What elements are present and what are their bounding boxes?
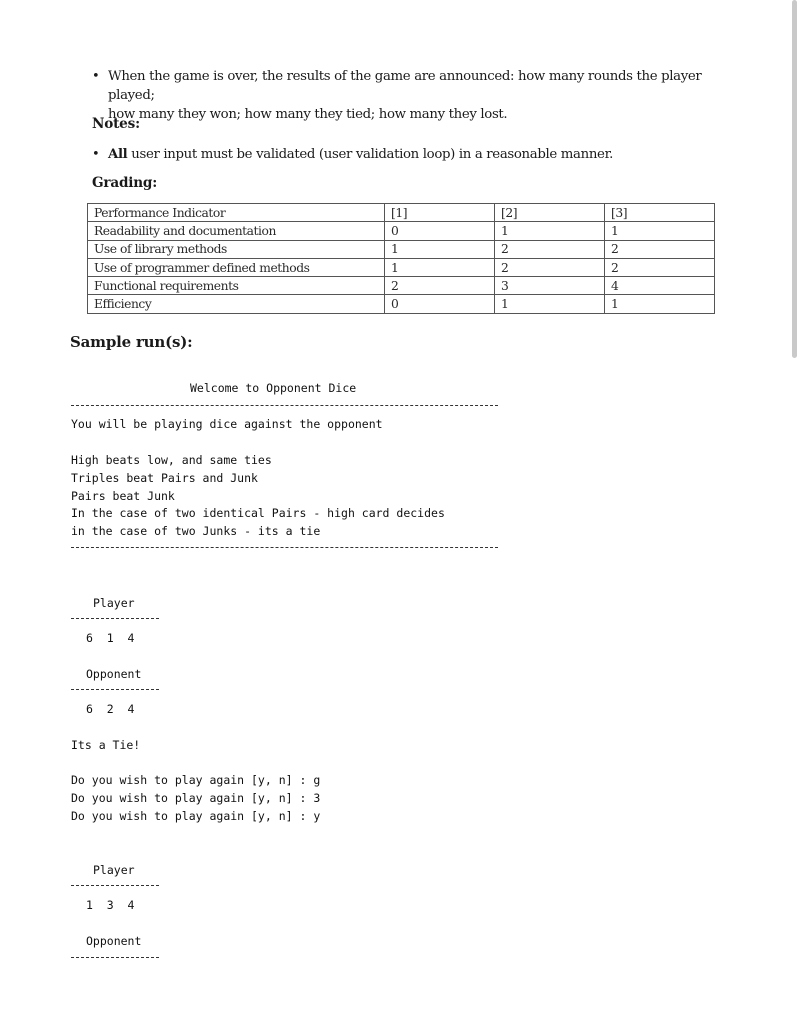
table-cell: 1 xyxy=(385,258,495,276)
table-cell: 2 xyxy=(495,240,605,258)
notes-heading: Notes: xyxy=(92,116,140,132)
bullet-dot: • xyxy=(92,69,100,84)
play-again-prompt: Do you wish to play again [y, n] : g xyxy=(71,773,321,787)
table-row xyxy=(88,222,715,240)
table-cell: 1 xyxy=(605,222,715,240)
table-cell: Use of library methods xyxy=(88,240,385,258)
player-dice: 6 1 4 xyxy=(86,631,135,645)
table-cell: 2 xyxy=(605,258,715,276)
table-row xyxy=(88,295,715,313)
player-label: Player xyxy=(93,596,135,610)
rules-line: You will be playing dice against the opponent xyxy=(71,417,383,431)
table-cell: Performance Indicator xyxy=(88,204,385,222)
table-row xyxy=(88,240,715,258)
notes-text: user input must be validated (user validation loop) in a reasonable manner. xyxy=(127,147,613,162)
table-cell: 2 xyxy=(495,258,605,276)
vertical-scrollbar[interactable] xyxy=(791,0,797,1024)
divider-rule xyxy=(71,547,498,548)
table-row xyxy=(88,204,715,222)
opponent-label: Opponent xyxy=(86,667,142,681)
play-again-prompt: Do you wish to play again [y, n] : 3 xyxy=(71,791,321,805)
table-cell: 0 xyxy=(385,222,495,240)
scrollbar-thumb[interactable] xyxy=(792,0,797,358)
rules-line: Triples beat Pairs and Junk xyxy=(71,471,258,485)
sample-run-title: Sample run(s): xyxy=(70,333,193,351)
notes-bullet xyxy=(92,145,742,164)
divider-rule xyxy=(71,689,159,690)
results-bullet xyxy=(92,67,742,124)
welcome-line: Welcome to Opponent Dice xyxy=(190,381,357,395)
play-again-prompt: Do you wish to play again [y, n] : y xyxy=(71,809,321,823)
rules-line: In the case of two identical Pairs - high card decides xyxy=(71,506,445,520)
opponent-label: Opponent xyxy=(86,934,142,948)
round-result: Its a Tie! xyxy=(71,738,141,752)
rules-line: Pairs beat Junk xyxy=(71,489,175,503)
divider-rule xyxy=(71,405,498,406)
table-cell: [1] xyxy=(385,204,495,222)
table-cell: Functional requirements xyxy=(88,277,385,295)
table-row xyxy=(88,258,715,276)
rules-line: High beats low, and same ties xyxy=(71,453,272,467)
table-cell: 3 xyxy=(495,277,605,295)
table-cell: [3] xyxy=(605,204,715,222)
grading-heading: Grading: xyxy=(92,175,158,191)
table-cell: Readability and documentation xyxy=(88,222,385,240)
table-cell: 1 xyxy=(385,240,495,258)
table-cell: 1 xyxy=(605,295,715,313)
bullet-dot: • xyxy=(92,147,100,162)
results-bullet-line-1: When the game is over, the results of the game are announced: how many rounds the player played; xyxy=(108,69,702,103)
table-cell: 2 xyxy=(605,240,715,258)
table-cell: 2 xyxy=(385,277,495,295)
table-cell: 0 xyxy=(385,295,495,313)
rules-line: in the case of two Junks - its a tie xyxy=(71,524,321,538)
table-row xyxy=(88,277,715,295)
notes-bold-word: All xyxy=(108,147,128,162)
divider-rule xyxy=(71,618,159,619)
table-cell: Efficiency xyxy=(88,295,385,313)
table-cell: 1 xyxy=(495,295,605,313)
player-dice: 1 3 4 xyxy=(86,898,135,912)
table-cell: Use of programmer defined methods xyxy=(88,258,385,276)
results-bullet-text xyxy=(108,67,742,124)
table-cell: 1 xyxy=(495,222,605,240)
table-cell: [2] xyxy=(495,204,605,222)
player-label: Player xyxy=(93,863,135,877)
table-cell: 4 xyxy=(605,277,715,295)
divider-rule xyxy=(71,885,159,886)
divider-rule xyxy=(71,957,159,958)
results-bullet-line-2: how many they won; how many they tied; how many they lost. xyxy=(108,107,508,122)
opponent-dice: 6 2 4 xyxy=(86,702,135,716)
grading-table xyxy=(87,203,715,314)
notes-bullet-text xyxy=(108,145,613,164)
